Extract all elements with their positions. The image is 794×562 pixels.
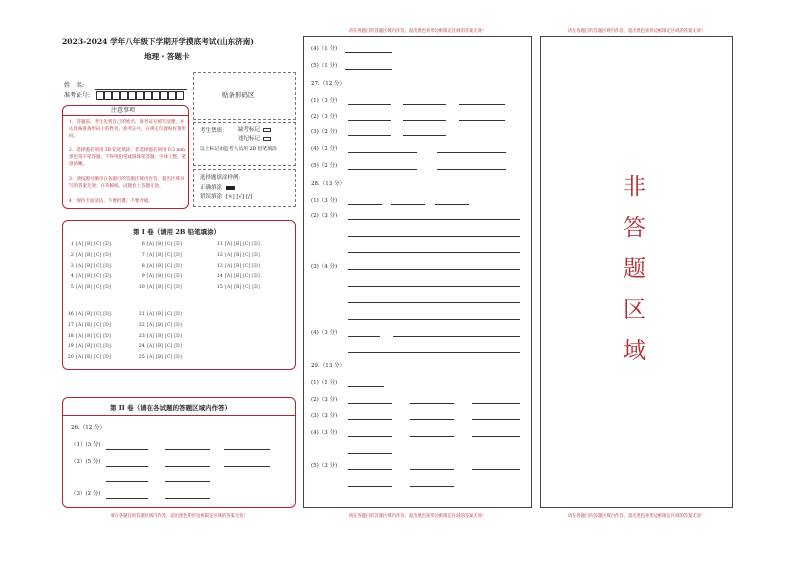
mc-options[interactable]: [A] [B] [C] [D] [147,242,182,247]
barcode-label: 贴条形码区 [222,91,255,99]
card-subtitle: 地理・答题卡 [144,52,190,61]
non-answer-char-3: 题 [623,256,646,282]
footer-note-right: 请在各题目的答题区域内作答，超出黑色矩形边框限定区域的答案无效！ [567,514,706,519]
part1-title: 第 I 卷（请用 2B 铅笔填涂） [133,228,221,236]
mc-question-number: 6 [141,242,145,247]
notice-item-1: 1．答题前，考生先将自己的姓名、准考证号填写清楚，并认真核准条形码上的姓名、准考证号，在规定位置贴好条形码。 [69,120,186,139]
exam-title: 2023-2024 学年八年级下学期开学摸底考试(山东济南) [62,37,254,46]
fill-correct [200,185,235,191]
mc-question-row[interactable] [67,285,111,290]
q26-3-label: （3）(2 分) [71,491,101,497]
mc-question-row[interactable] [138,355,182,360]
notice-box [62,105,189,209]
mc-options[interactable]: [A] [B] [C] [D] [76,242,111,247]
mc-options[interactable]: [A] [B] [C] [D] [147,333,182,339]
mc-options[interactable]: [A] [B] [C] [D] [147,355,182,361]
mc-question-row[interactable] [138,334,182,339]
non-answer-char-2: 答 [623,215,646,241]
fill-wrong-marks: [×] [√] [/] [225,194,253,200]
mc-question-row[interactable] [216,253,260,258]
q27-4-label: (4)（2 分) [311,146,338,152]
mc-options[interactable]: [A] [B] [C] [D] [147,322,182,328]
notice-title: 注意事项 [111,107,136,114]
mc-question-row[interactable] [67,312,111,317]
mc-options[interactable]: [A] [B] [C] [D] [225,263,260,269]
mc-question-number: 12 [216,252,223,258]
absence-label: 考生禁填： [200,128,228,134]
missing-mark[interactable] [238,127,271,133]
q27-1-label: (1)（3 分) [311,98,338,104]
mc-question-number: 5 [70,285,74,291]
mc-question-number: 21 [138,312,145,317]
mc-options[interactable]: [A] [B] [C] [D] [76,333,111,339]
mc-question-row[interactable] [67,242,111,247]
mc-question-number: 23 [138,333,145,339]
non-answer-char-1: 非 [623,174,646,200]
mc-question-row[interactable] [67,355,111,360]
footer-note-middle: 请在各题目的答题区域内作答，超出黑色矩形边框限定区域的答案无效！ [348,514,487,519]
mc-options[interactable]: [A] [B] [C] [D] [76,344,111,350]
absence-box [193,122,296,166]
mc-options[interactable]: [A] [B] [C] [D] [76,312,111,317]
mc-question-row[interactable] [138,323,182,328]
part2-title: 第 II 卷（请在各试题的答题区域内作答） [110,404,232,412]
mc-question-row[interactable] [138,253,182,258]
mc-question-number: 11 [216,242,223,247]
q29-5-label: (5)（3 分) [311,463,338,469]
violation-mark-label: 违纪标记 [238,136,261,142]
q28-4-label: (4)（3 分) [311,330,338,336]
part2-box [62,397,296,508]
mc-question-row[interactable] [138,274,182,279]
mc-question-number: 14 [216,274,223,280]
name-label: 姓 名: [64,82,85,89]
mc-question-row[interactable] [67,274,111,279]
middle-answer-box [303,36,532,508]
non-answer-area [540,36,733,508]
mc-question-number: 2 [70,252,74,258]
mc-question-number: 3 [70,263,74,269]
mc-options[interactable]: [A] [B] [C] [D] [225,242,260,247]
notice-item-2: 2．选择题必须用 2B 铅笔填涂；非选择题必须用 0.5 mm 黑色签字笔答题，不得用铅笔或圆珠笔答题；字体工整、笔迹清晰。 [69,148,186,167]
mc-options[interactable]: [A] [B] [C] [D] [76,322,111,328]
mc-question-number: 18 [67,333,74,339]
q28-1-label: (1)（3 分) [311,198,338,204]
q29-2-label: (2)（3 分) [311,397,338,403]
mc-question-number: 9 [141,274,145,280]
mc-options[interactable]: [A] [B] [C] [D] [76,355,111,361]
name-field[interactable] [95,89,187,90]
violation-mark[interactable] [238,136,271,142]
mc-options[interactable]: [A] [B] [C] [D] [147,252,182,258]
q27-5-label: (5)（2 分) [311,163,338,169]
mc-options[interactable]: [A] [B] [C] [D] [147,312,182,317]
mc-question-row[interactable] [67,264,111,269]
fill-example-title: 选择题填涂样例： [200,175,245,181]
mc-options[interactable]: [A] [B] [C] [D] [225,274,260,280]
mc-options[interactable]: [A] [B] [C] [D] [147,344,182,350]
mc-question-row[interactable] [67,323,111,328]
q28-2-label: (2)（3 分) [311,213,338,219]
mc-question-row[interactable] [138,344,182,349]
q26-2-label: （2）(5 分) [71,459,101,465]
id-label: 准考证号: [64,92,91,99]
mc-question-row[interactable] [216,285,260,290]
notice-item-4: 4．保持卡面清洁，不要折叠、不要弄破。 [69,199,153,204]
mc-question-number: 16 [67,312,74,317]
q5-label: (5)（1 分) [311,63,338,69]
mc-question-row[interactable] [216,242,260,247]
mc-question-row[interactable] [138,285,182,290]
q29-1-label: (1)（1 分) [311,380,338,386]
q29-label: 29.（13 分） [311,363,345,369]
mc-question-row[interactable] [216,264,260,269]
q26-label: 26.（12 分） [71,425,105,431]
mc-options[interactable]: [A] [B] [C] [D] [147,285,182,291]
footer-note-left: 请在各题目的答题区域内作答，超出黑色矩形边框限定区域的答案无效！ [110,514,248,519]
fill-wrong [200,194,252,200]
mc-question-number: 15 [216,285,223,291]
q27-label: 27.（12 分） [311,81,345,87]
mc-question-number: 8 [141,263,145,269]
mc-question-row[interactable] [67,253,111,258]
barcode-area [193,72,296,120]
mc-options[interactable]: [A] [B] [C] [D] [225,252,260,258]
q27-3-label: (3)（2 分) [311,129,338,135]
mc-question-number: 20 [67,355,74,361]
q4-label: (4)（1 分) [311,46,338,52]
fill-correct-label: 正确填涂 [200,185,223,191]
mc-question-row[interactable] [67,334,111,339]
mc-question-number: 10 [138,285,145,291]
absence-note: 以上标记由监考人员用 2B 铅笔填涂 [200,147,277,152]
header-note-middle: 请在各题目的答题区域内作答，超出黑色矩形边框限定区域的答案无效！ [348,29,487,34]
missing-mark-label: 缺考标记 [238,127,261,133]
mc-options[interactable]: [A] [B] [C] [D] [147,274,182,280]
mc-question-row[interactable] [67,344,111,349]
header-note-right: 请在各题目的答题区域内作答，超出黑色矩形边框限定区域的答案无效！ [567,29,706,34]
mc-question-number: 4 [70,274,74,280]
mc-options[interactable]: [A] [B] [C] [D] [76,252,111,258]
mc-options[interactable]: [A] [B] [C] [D] [76,263,111,269]
q29-4-label: (4)（3 分) [311,430,338,436]
q4-blank[interactable] [345,52,392,53]
mc-question-number: 13 [216,263,223,269]
q28-label: 28.（13 分） [311,181,345,187]
mc-question-number: 7 [141,252,145,258]
mc-options[interactable]: [A] [B] [C] [D] [147,263,182,269]
mc-question-row[interactable] [138,312,182,317]
non-answer-char-5: 域 [623,338,646,364]
q29-3-label: (3)（3 分) [311,413,338,419]
q27-2-label: (2)（3 分) [311,114,338,120]
mc-question-row[interactable] [138,242,182,247]
q26-1-label: （1）(3 分) [71,442,101,448]
mc-question-number: 22 [138,322,145,328]
mc-question-number: 19 [67,344,74,350]
mc-question-number: 25 [138,355,145,361]
mc-question-row[interactable] [138,264,182,269]
q28-3-label: (3)（4 分) [311,264,338,270]
filled-mark-icon [226,186,235,190]
mc-question-row[interactable] [216,274,260,279]
q5-blank[interactable] [345,69,392,70]
mc-question-number: 17 [67,322,74,328]
non-answer-char-4: 区 [623,297,646,323]
notice-item-3: 3．请按题号顺序在各题目的答题区域内作答，超出区域书写的答案无效；在草稿纸、试题卷上答题无效。 [69,177,185,189]
mc-options[interactable]: [A] [B] [C] [D] [225,285,260,291]
fill-wrong-label: 错误填涂 [200,194,223,200]
mc-question-number: 1 [70,242,74,247]
mc-options[interactable]: [A] [B] [C] [D] [76,285,111,291]
mc-options[interactable]: [A] [B] [C] [D] [76,274,111,280]
fill-example-box [193,169,296,207]
mc-question-number: 24 [138,344,145,350]
